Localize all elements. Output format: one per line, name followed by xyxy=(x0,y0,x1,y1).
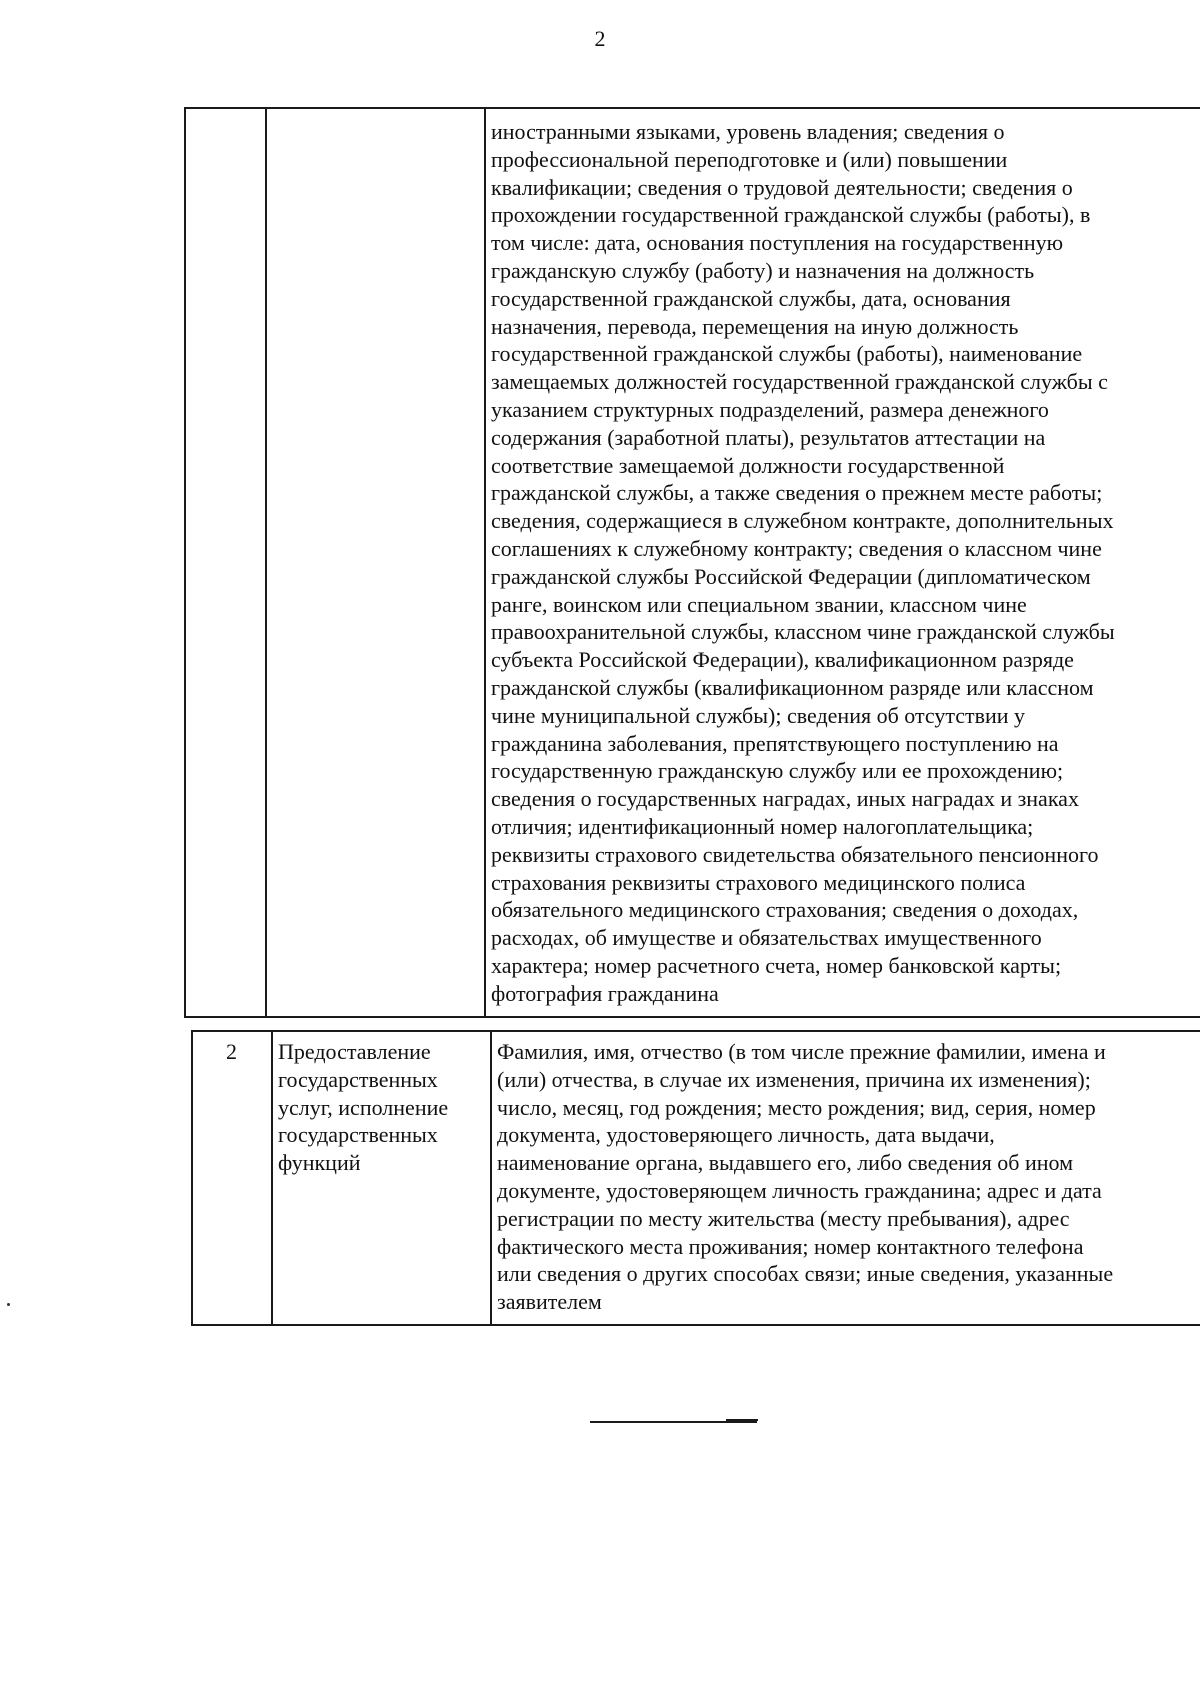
data-text-line: регистрации по месту жительства (месту пребывания), адрес xyxy=(497,1205,1070,1231)
data-text-line: сведения, содержащиеся в служебном контракте, дополнительных xyxy=(491,508,1114,534)
data-text-line: государственной гражданской службы, дата, основания xyxy=(491,285,1011,311)
processing-purpose-cell xyxy=(266,108,485,1017)
data-text-line: фактического места проживания; номер контактного телефона xyxy=(497,1233,1084,1259)
data-text-line: гражданской службы Российской Федерации (дипломатическом xyxy=(491,563,1091,589)
data-text-line: субъекта Российской Федерации), квалификационном разряде xyxy=(491,647,1074,673)
purpose-text-line: государственных xyxy=(278,1122,438,1148)
data-text-line: сведения о государственных наградах, иных наградах и знаках xyxy=(491,786,1079,812)
data-text-line: гражданской службы (квалификационном разряде или классном xyxy=(491,674,1094,700)
processing-purpose-cell xyxy=(272,1031,491,1325)
data-text-line: число, месяц, год рождения; место рождения; вид, серия, номер xyxy=(497,1094,1096,1120)
data-text-line: прохождении государственной гражданской службы (работы), в xyxy=(491,202,1091,228)
table-row xyxy=(184,107,1200,1018)
data-text-line: замещаемых должностей государственной гражданской службы с xyxy=(491,369,1108,395)
data-text-line: гражданскую службу (работу) и назначения на должность xyxy=(491,257,1035,283)
data-text-line: (или) отчества, в случае их изменения, причина их изменения); xyxy=(497,1066,1091,1092)
data-text-line: заявителем xyxy=(497,1289,602,1315)
data-text-line: соответствие замещаемой должности государственной xyxy=(491,452,1005,478)
data-text-line: назначения, перевода, перемещения на иную должность xyxy=(491,313,1019,339)
data-text-line: государственную гражданскую службу или ее прохождению; xyxy=(491,758,1064,784)
purpose-text-line: функций xyxy=(278,1150,361,1176)
data-text-line: квалификации; сведения о трудовой деятельности; сведения о xyxy=(491,174,1073,200)
data-text-line: том числе: дата, основания поступления на государственную xyxy=(491,230,1064,256)
data-text-line: отличия; идентификационный номер налогоплательщика; xyxy=(491,813,1034,839)
data-text-line: гражданина заболевания, препятствующего поступлению на xyxy=(491,730,1059,756)
data-text-line: иностранными языками, уровень владения; сведения о xyxy=(491,119,1005,144)
personal-data-cell xyxy=(491,1031,1200,1325)
data-text-line: соглашениях к служебному контракту; сведения о классном чине xyxy=(491,535,1102,561)
data-text-line: содержания (заработной платы), результатов аттестации на xyxy=(491,424,1046,450)
data-text-line: правоохранительной службы, классном чине гражданской службы xyxy=(491,619,1115,645)
data-text-line: или сведения о других способах связи; иные сведения, указанные xyxy=(497,1261,1114,1287)
data-text-line: профессиональной переподготовке и (или) повышении xyxy=(491,146,1008,172)
end-of-document-rule-tail xyxy=(726,1419,758,1421)
data-text-line: характера; номер расчетного счета, номер банковской карты; xyxy=(491,952,1062,978)
data-text-line: расходах, об имуществе и обязательствах имущественного xyxy=(491,925,1042,951)
purpose-text-line: государственных xyxy=(278,1066,438,1092)
data-text-line: фотография гражданина xyxy=(491,980,719,1006)
data-text-line: указанием структурных подразделений, размера денежного xyxy=(491,396,1049,422)
scan-speck xyxy=(7,1303,10,1306)
data-text-line: наименование органа, выдавшего его, либо сведения об ином xyxy=(497,1150,1074,1176)
data-text-line: реквизиты страхового свидетельства обязательного пенсионного xyxy=(491,841,1099,867)
data-text-line: страхования реквизиты страхового медицинского полиса xyxy=(491,869,1026,895)
row-number-cell: 2 xyxy=(192,1031,272,1325)
data-text-line: государственной гражданской службы (работы), наименование xyxy=(491,341,1083,367)
purpose-text-line: Предоставление xyxy=(278,1039,431,1064)
row-number-cell xyxy=(185,108,266,1017)
data-text-line: гражданской службы, а также сведения о прежнем месте работы; xyxy=(491,480,1103,506)
data-text-line: документа, удостоверяющего личность, дата выдачи, xyxy=(497,1122,995,1148)
purpose-text-line: услуг, исполнение xyxy=(278,1094,449,1120)
data-text-line: Фамилия, имя, отчество (в том числе прежние фамилии, имена и xyxy=(497,1039,1106,1064)
end-of-document-rule xyxy=(590,1421,757,1423)
table-row xyxy=(191,1030,1200,1326)
page-number: 2 xyxy=(594,26,606,51)
data-text-line: документе, удостоверяющем личность гражданина; адрес и дата xyxy=(497,1177,1102,1203)
data-text-line: ранге, воинском или специальном звании, классном чине xyxy=(491,591,1027,617)
data-text-line: чине муниципальной службы); сведения об отсутствии у xyxy=(491,702,1026,728)
personal-data-cell xyxy=(485,108,1200,1017)
data-text-line: обязательного медицинского страхования; сведения о доходах, xyxy=(491,897,1079,923)
